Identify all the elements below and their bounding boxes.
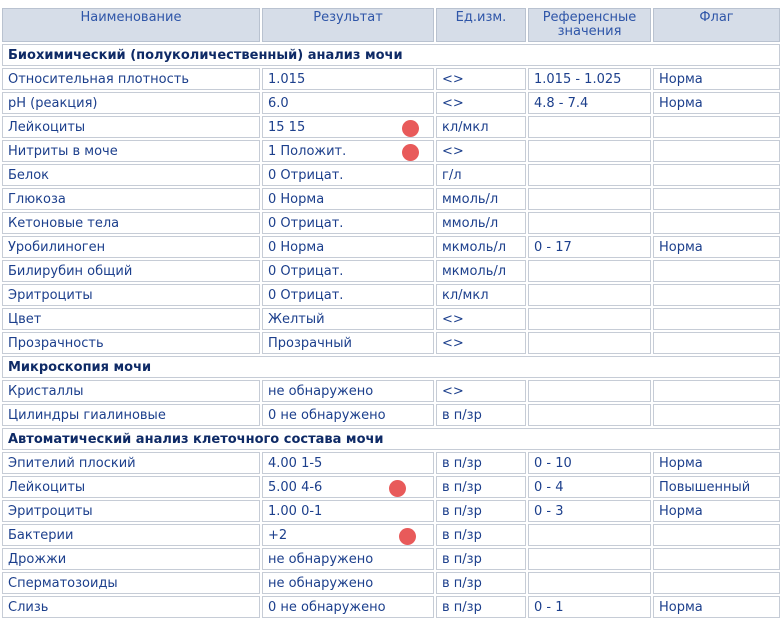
section-title: Биохимический (полуколичественный) анализ мочи: [2, 44, 780, 66]
cell-unit: в п/зр: [436, 452, 526, 474]
cell-name: Сперматозоиды: [2, 572, 260, 594]
cell-result: [262, 68, 434, 90]
section-row: [2, 356, 780, 378]
cell-flag: [653, 116, 780, 138]
cell-result: [262, 524, 434, 546]
cell-unit: <>: [436, 332, 526, 354]
cell-flag: [653, 188, 780, 210]
table-row: [2, 236, 780, 258]
cell-unit: кл/мкл: [436, 284, 526, 306]
cell-reference: [528, 524, 651, 546]
cell-unit: <>: [436, 92, 526, 114]
cell-reference: [528, 380, 651, 402]
section-title: Микроскопия мочи: [2, 356, 780, 378]
table-row: [2, 92, 780, 114]
abnormal-marker-icon: [399, 528, 416, 545]
cell-result: [262, 308, 434, 330]
result-value: 6.0: [268, 95, 289, 111]
result-value: 0 Отрицат.: [268, 287, 344, 303]
cell-reference: [528, 260, 651, 282]
table-row: [2, 548, 780, 570]
cell-unit: в п/зр: [436, 524, 526, 546]
result-value: не обнаружено: [268, 383, 374, 399]
cell-reference: [528, 140, 651, 162]
cell-flag: Норма: [653, 596, 780, 618]
cell-result: [262, 332, 434, 354]
cell-unit: в п/зр: [436, 404, 526, 426]
cell-flag: [653, 284, 780, 306]
cell-result: [262, 260, 434, 282]
cell-name: Бактерии: [2, 524, 260, 546]
cell-result: [262, 476, 434, 498]
cell-flag: [653, 260, 780, 282]
cell-flag: [653, 524, 780, 546]
cell-reference: [528, 284, 651, 306]
cell-name: Дрожжи: [2, 548, 260, 570]
table-row: [2, 284, 780, 306]
cell-reference: [528, 308, 651, 330]
cell-flag: [653, 572, 780, 594]
result-value: 0 не обнаружено: [268, 407, 386, 423]
cell-unit: <>: [436, 140, 526, 162]
cell-name: Прозрачность: [2, 332, 260, 354]
cell-reference: 0 - 10: [528, 452, 651, 474]
table-row: [2, 476, 780, 498]
cell-result: [262, 548, 434, 570]
cell-flag: [653, 212, 780, 234]
cell-reference: 0 - 3: [528, 500, 651, 522]
cell-name: Цилиндры гиалиновые: [2, 404, 260, 426]
table-row: [2, 164, 780, 186]
cell-reference: [528, 572, 651, 594]
result-value: 0 Отрицат.: [268, 167, 344, 183]
table-row: [2, 68, 780, 90]
cell-result: [262, 404, 434, 426]
cell-name: Билирубин общий: [2, 260, 260, 282]
cell-unit: в п/зр: [436, 548, 526, 570]
cell-name: Эпителий плоский: [2, 452, 260, 474]
result-value: Прозрачный: [268, 335, 353, 351]
cell-name: Уробилиноген: [2, 236, 260, 258]
result-value: 1 Положит.: [268, 143, 347, 159]
table-row: [2, 212, 780, 234]
cell-reference: 0 - 17: [528, 236, 651, 258]
cell-result: [262, 284, 434, 306]
cell-flag: [653, 140, 780, 162]
cell-flag: Норма: [653, 452, 780, 474]
cell-reference: [528, 212, 651, 234]
cell-reference: [528, 548, 651, 570]
result-value: +2: [268, 527, 288, 543]
result-value: 1.015: [268, 71, 306, 87]
cell-flag: Повышенный: [653, 476, 780, 498]
table-header: [2, 8, 780, 42]
table-row: [2, 308, 780, 330]
cell-flag: Норма: [653, 500, 780, 522]
cell-reference: [528, 116, 651, 138]
cell-result: [262, 500, 434, 522]
abnormal-marker-icon: [402, 144, 419, 161]
result-value: 0 Отрицат.: [268, 263, 344, 279]
cell-result: [262, 92, 434, 114]
header-result: Результат: [262, 8, 434, 42]
cell-name: pH (реакция): [2, 92, 260, 114]
cell-unit: в п/зр: [436, 476, 526, 498]
table-row: [2, 572, 780, 594]
table-row: [2, 332, 780, 354]
header-row: [2, 8, 780, 42]
cell-unit: кл/мкл: [436, 116, 526, 138]
header-reference: Референсные значения: [528, 8, 651, 42]
result-value: не обнаружено: [268, 575, 374, 591]
cell-flag: Норма: [653, 236, 780, 258]
cell-unit: мкмоль/л: [436, 236, 526, 258]
section-row: [2, 44, 780, 66]
result-value: не обнаружено: [268, 551, 374, 567]
cell-result: [262, 212, 434, 234]
cell-flag: [653, 404, 780, 426]
result-value: Желтый: [268, 311, 325, 327]
table-row: [2, 380, 780, 402]
cell-result: [262, 380, 434, 402]
header-name: Наименование: [2, 8, 260, 42]
table-row: [2, 116, 780, 138]
cell-reference: 0 - 1: [528, 596, 651, 618]
table-row: [2, 452, 780, 474]
cell-unit: в п/зр: [436, 500, 526, 522]
results-table: [0, 6, 781, 620]
result-value: 0 Норма: [268, 239, 325, 255]
result-value: 0 не обнаружено: [268, 599, 386, 615]
cell-unit: <>: [436, 308, 526, 330]
cell-flag: [653, 380, 780, 402]
cell-unit: <>: [436, 68, 526, 90]
cell-reference: [528, 332, 651, 354]
result-value: 1.00 0-1: [268, 503, 323, 519]
cell-name: Лейкоциты: [2, 476, 260, 498]
cell-name: Глюкоза: [2, 188, 260, 210]
cell-unit: г/л: [436, 164, 526, 186]
header-flag: Флаг: [653, 8, 780, 42]
table-body: [2, 44, 780, 618]
section-row: [2, 428, 780, 450]
cell-flag: Норма: [653, 68, 780, 90]
cell-name: Относительная плотность: [2, 68, 260, 90]
cell-unit: мкмоль/л: [436, 260, 526, 282]
result-value: 0 Норма: [268, 191, 325, 207]
cell-result: [262, 116, 434, 138]
table-row: [2, 260, 780, 282]
table-row: [2, 188, 780, 210]
cell-result: [262, 596, 434, 618]
cell-reference: [528, 188, 651, 210]
cell-reference: 1.015 - 1.025: [528, 68, 651, 90]
header-unit: Ед.изм.: [436, 8, 526, 42]
cell-reference: [528, 404, 651, 426]
cell-name: Слизь: [2, 596, 260, 618]
table-row: [2, 140, 780, 162]
cell-unit: ммоль/л: [436, 212, 526, 234]
table-row: [2, 500, 780, 522]
table-row: [2, 596, 780, 618]
cell-flag: Норма: [653, 92, 780, 114]
cell-result: [262, 140, 434, 162]
result-value: 15 15: [268, 119, 306, 135]
abnormal-marker-icon: [402, 120, 419, 137]
cell-name: Эритроциты: [2, 500, 260, 522]
cell-flag: [653, 332, 780, 354]
cell-name: Эритроциты: [2, 284, 260, 306]
cell-result: [262, 572, 434, 594]
abnormal-marker-icon: [389, 480, 406, 497]
section-title: Автоматический анализ клеточного состава мочи: [2, 428, 780, 450]
cell-result: [262, 188, 434, 210]
cell-reference: 4.8 - 7.4: [528, 92, 651, 114]
cell-name: Лейкоциты: [2, 116, 260, 138]
cell-name: Белок: [2, 164, 260, 186]
cell-unit: в п/зр: [436, 596, 526, 618]
cell-name: Нитриты в моче: [2, 140, 260, 162]
cell-flag: [653, 548, 780, 570]
cell-name: Кристаллы: [2, 380, 260, 402]
result-value: 5.00 4-6: [268, 479, 323, 495]
cell-result: [262, 236, 434, 258]
cell-name: Кетоновые тела: [2, 212, 260, 234]
cell-unit: в п/зр: [436, 572, 526, 594]
cell-unit: <>: [436, 380, 526, 402]
cell-reference: [528, 164, 651, 186]
cell-flag: [653, 164, 780, 186]
cell-unit: ммоль/л: [436, 188, 526, 210]
table-row: [2, 524, 780, 546]
cell-reference: 0 - 4: [528, 476, 651, 498]
result-value: 4.00 1-5: [268, 455, 323, 471]
cell-result: [262, 164, 434, 186]
result-value: 0 Отрицат.: [268, 215, 344, 231]
table-row: [2, 404, 780, 426]
cell-name: Цвет: [2, 308, 260, 330]
cell-result: [262, 452, 434, 474]
cell-flag: [653, 308, 780, 330]
